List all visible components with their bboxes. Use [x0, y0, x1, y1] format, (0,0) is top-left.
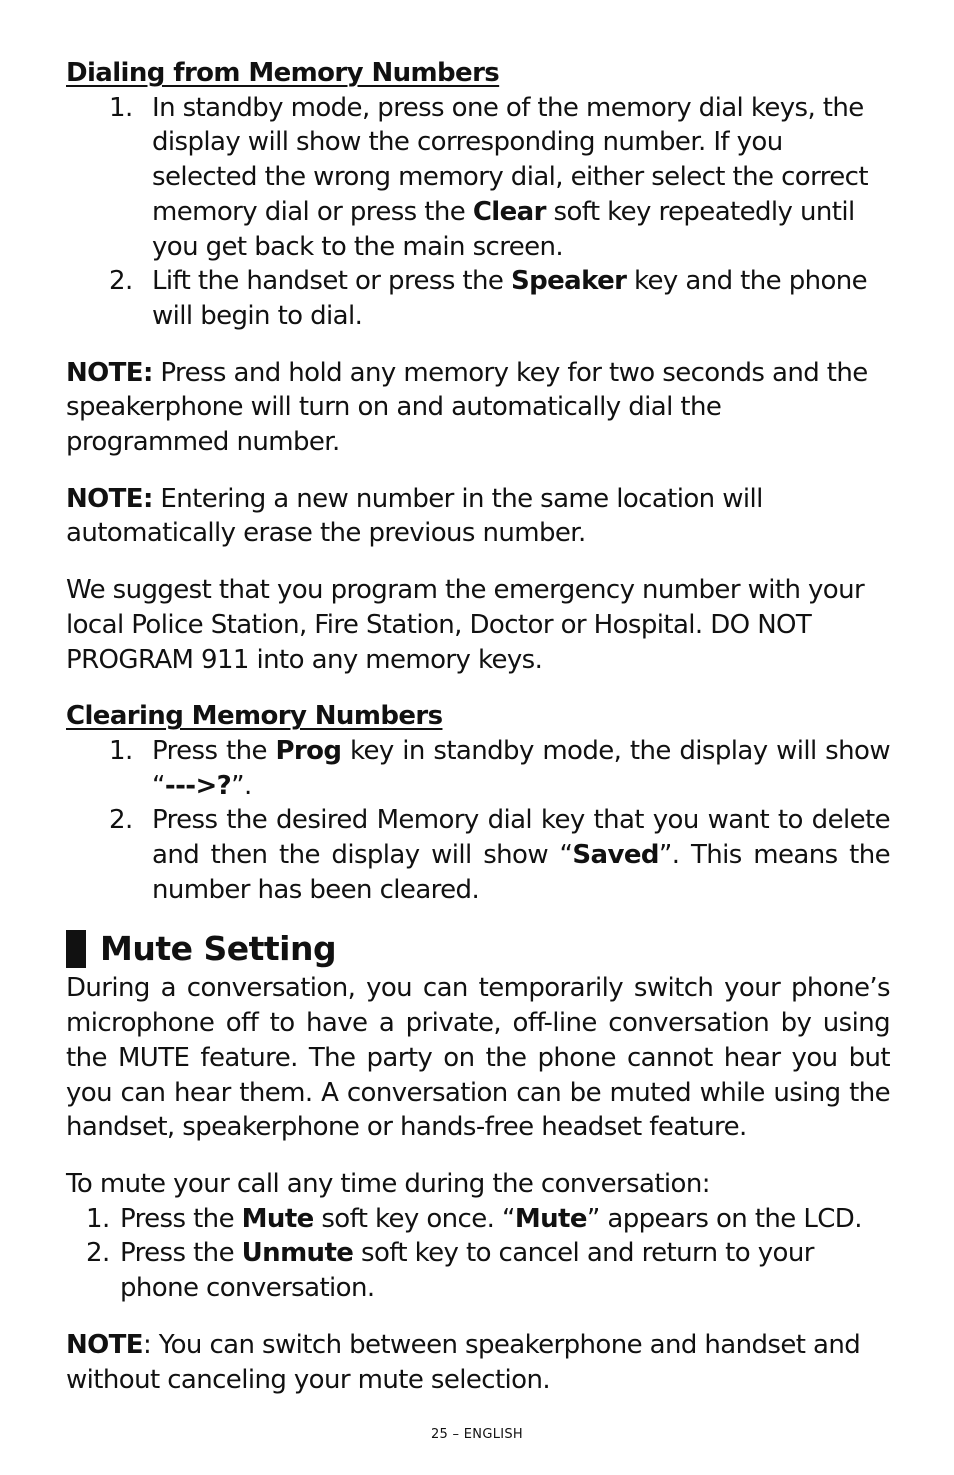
list-item: 2. Press the desired Memory dial key that you want to delete and then the display will show “Saved”. This means the number has been cleared. [109, 805, 890, 905]
mute-intro-paragraph: During a conversation, you can temporarily switch your phone’s microphone off to have a private, off-line conversation by using the MUTE feature. The party on the phone cannot hear you but you can hear them. A conversation can be muted while using the handset, speakerphone or hands-free headset feature. [66, 973, 890, 1143]
mute-key-label: Mute [241, 1203, 314, 1234]
clear-key-label: Clear [472, 196, 546, 227]
saved-label: Saved [572, 840, 659, 871]
manual-page [66, 56, 890, 1397]
clearing-steps [66, 734, 890, 908]
note-paragraph: NOTE: Press and hold any memory key for two seconds and the speakerphone will turn on and automatically dial the programmed number. [66, 357, 868, 458]
list-item: 1. Press the Prog key in standby mode, the display will show “--->?”. [109, 735, 890, 801]
unmute-key-label: Unmute [241, 1238, 354, 1269]
step-number: 2. [86, 1238, 110, 1269]
dialing-steps [66, 91, 890, 334]
suggestion-paragraph: We suggest that you program the emergency number with your local Police Station, Fire Station, Doctor or Hospital. DO NOT PROGRAM 911 into any memory keys. [66, 575, 865, 675]
mute-section-heading: Mute Setting [66, 927, 890, 971]
list-item: 2. Press the Unmute soft key to cancel and return to your phone conversation. [86, 1238, 814, 1304]
step-number: 2. [109, 805, 133, 836]
list-item: 2. Lift the handset or press the Speaker key and the phone will begin to dial. [109, 266, 868, 331]
prog-key-label: Prog [275, 735, 342, 766]
step-number: 1. [109, 735, 133, 766]
section-heading-dialing: Dialing from Memory Numbers [66, 58, 500, 88]
section-heading-clearing: Clearing Memory Numbers [66, 701, 443, 732]
mute-lead-text: To mute your call any time during the conversation: [66, 1168, 710, 1199]
page-footer: 25 – ENGLISH [430, 1427, 524, 1442]
mute-display-label: Mute [514, 1203, 587, 1234]
step-number: 2. [109, 266, 133, 297]
step-number: 1. [109, 92, 133, 123]
note-paragraph: NOTE: Entering a new number in the same location will automatically erase the previous number. [66, 483, 763, 549]
mute-steps [66, 1202, 890, 1306]
list-item: 1. Press the Mute soft key once. “Mute” appears on the LCD. [66, 1202, 890, 1237]
note-label: NOTE: [66, 483, 153, 514]
list-item: 1. In standby mode, press one of the memory dial keys, the display will show the corresponding number. If you selected the wrong memory dial, either select the correct memory dial or press the Clear soft key repeatedly until you get back to the main screen. [109, 92, 868, 262]
heading-bar-icon [66, 930, 86, 968]
note-paragraph: NOTE: You can switch between speakerphone and handset and without canceling your mute selection. [66, 1329, 861, 1395]
step-number: 1. [86, 1203, 110, 1234]
note-label: NOTE [66, 1329, 143, 1360]
speaker-key-label: Speaker [510, 266, 627, 297]
display-text: --->? [164, 770, 232, 801]
note-label: NOTE: [66, 357, 153, 388]
